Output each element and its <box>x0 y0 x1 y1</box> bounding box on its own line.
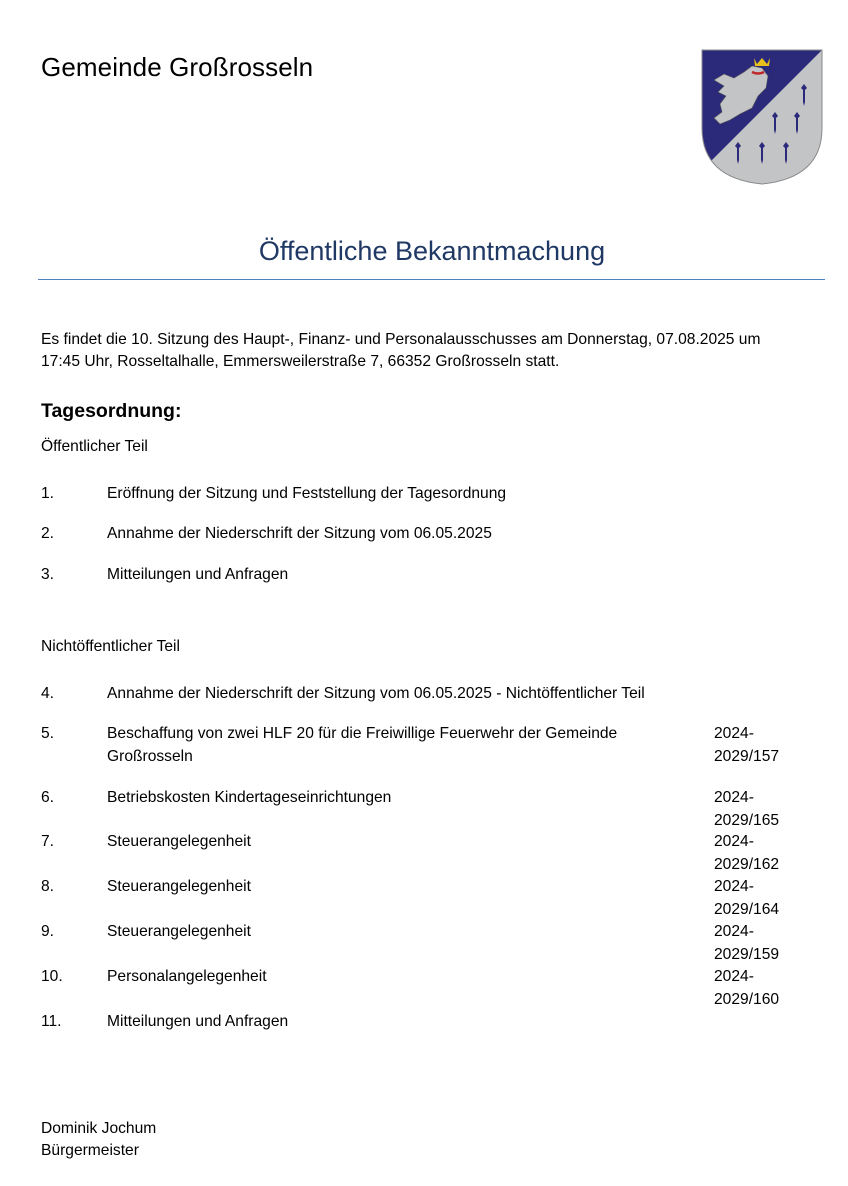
item-number: 11. <box>41 1013 62 1030</box>
intro-line: 17:45 Uhr, Rosseltalhalle, Emmersweilerstraße 7, 66352 Großrosseln statt. <box>41 353 560 370</box>
item-reference: 2024-2029/164 <box>714 878 780 918</box>
agenda-heading: Tagesordnung: <box>41 400 182 422</box>
item-reference: 2024-2029/160 <box>714 968 780 1008</box>
item-text: Annahme der Niederschrift der Sitzung vom 06.05.2025 <box>107 525 492 542</box>
item-text: Eröffnung der Sitzung und Feststellung der Tagesordnung <box>107 485 507 502</box>
page-title: Öffentliche Bekanntmachung <box>258 236 606 266</box>
item-number: 9. <box>41 923 55 940</box>
public-section-label: Öffentlicher Teil <box>41 438 148 455</box>
item-text: Betriebskosten Kindertageseinrichtungen <box>107 789 392 806</box>
municipality-name: Gemeinde Großrosseln <box>41 52 314 82</box>
nonpublic-section-label: Nichtöffentlicher Teil <box>41 638 180 655</box>
item-number: 3. <box>41 566 55 583</box>
item-reference: 2024-2029/165 <box>714 789 780 829</box>
signatory-role: Bürgermeister <box>41 1142 139 1159</box>
item-reference: 2024-2029/157 <box>714 725 780 765</box>
item-text: Steuerangelegenheit <box>107 923 251 940</box>
title-divider <box>38 279 825 280</box>
item-reference: 2024-2029/159 <box>714 923 780 963</box>
item-number: 7. <box>41 833 55 850</box>
item-number: 6. <box>41 789 55 806</box>
item-number: 4. <box>41 685 55 702</box>
item-text: Mitteilungen und Anfragen <box>107 1013 289 1030</box>
intro-line: Es findet die 10. Sitzung des Haupt-, Finanz- und Personalausschusses am Donnerstag, 07.08.2025 um <box>41 331 761 348</box>
intro-paragraph <box>41 329 831 373</box>
item-number: 5. <box>41 725 55 742</box>
item-text: Personalangelegenheit <box>107 968 267 985</box>
item-text: Steuerangelegenheit <box>107 878 251 895</box>
item-number: 8. <box>41 878 55 895</box>
item-text: Beschaffung von zwei HLF 20 für die Freiwillige Feuerwehr der Gemeinde Großrosseln <box>107 725 618 765</box>
signatory-name: Dominik Jochum <box>41 1120 157 1137</box>
coat-of-arms-icon <box>700 48 824 186</box>
signature-block <box>41 1118 156 1162</box>
item-number: 1. <box>41 485 55 502</box>
item-text: Annahme der Niederschrift der Sitzung vom 06.05.2025 - Nichtöffentlicher Teil <box>107 685 645 702</box>
item-number: 2. <box>41 525 55 542</box>
item-text: Mitteilungen und Anfragen <box>107 566 289 583</box>
item-number: 10. <box>41 968 63 985</box>
item-text: Steuerangelegenheit <box>107 833 251 850</box>
item-reference: 2024-2029/162 <box>714 833 780 873</box>
